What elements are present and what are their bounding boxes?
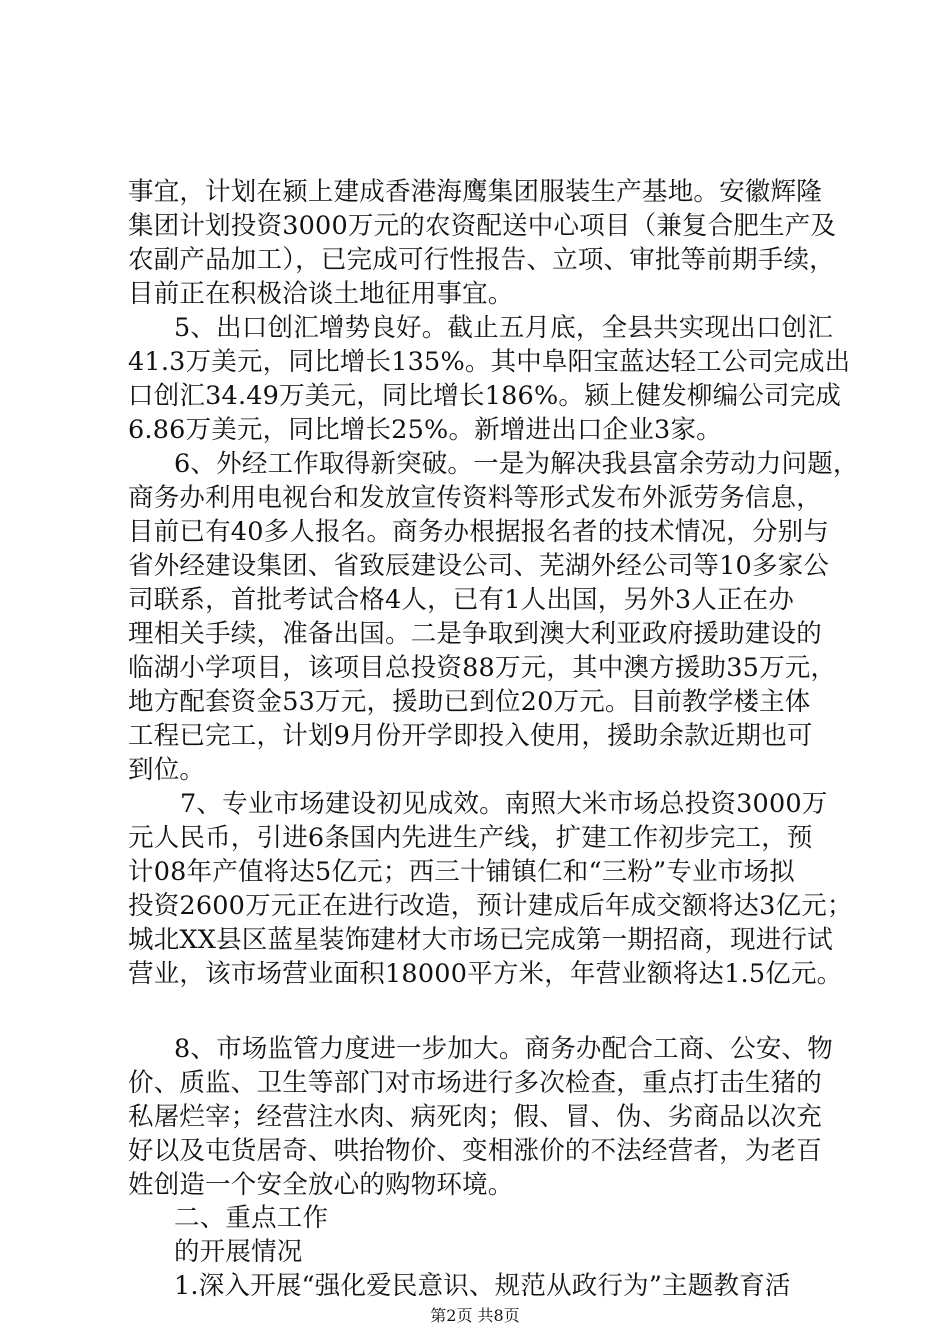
paragraph-first-line: 5、出口创汇增势良好。截止五月底，全县共实现出口创汇: [174, 313, 833, 343]
text-line: 省外经建设集团、省致辰建设公司、芜湖外经公司等10多家公: [128, 551, 830, 581]
text-line: 私屠烂宰；经营注水肉、病死肉；假、冒、伪、劣商品以次充: [128, 1102, 822, 1132]
text-line: 41.3万美元，同比增长135%。其中阜阳宝蓝达轻工公司完成出: [128, 347, 851, 377]
text-line: 司联系，首批考试合格4人，已有1人出国，另外3人正在办: [128, 585, 795, 615]
text-line: 商务办利用电视台和发放宣传资料等形式发布外派劳务信息，: [128, 483, 822, 513]
paragraph-first-line: 8、市场监管力度进一步加大。商务办配合工商、公安、物: [174, 1034, 833, 1064]
text-line: 元人民币，引进6条国内先进生产线，扩建工作初步完工，预: [128, 823, 813, 853]
page-footer: 第2页 共8页: [430, 1306, 520, 1325]
text-line: 理相关手续，准备出国。二是争取到澳大利亚政府援助建设的: [128, 619, 822, 649]
text-line: 工程已完工，计划9月份开学即投入使用，援助余款近期也可: [128, 721, 813, 751]
text-line: 到位。: [128, 755, 206, 785]
text-line: 计08年产值将达5亿元；西三十铺镇仁和“三粉”专业市场拟: [128, 857, 795, 887]
text-line: 目前已有40多人报名。商务办根据报名者的技术情况，分别与: [128, 517, 830, 547]
text-line: 营业，该市场营业面积18000平方米，年营业额将达1.5亿元。: [128, 959, 843, 989]
section-heading: 二、重点工作: [174, 1203, 329, 1233]
text-line: 好以及屯货居奇、哄抬物价、变相涨价的不法经营者，为老百: [128, 1136, 822, 1166]
text-line: 目前正在积极洽谈土地征用事宜。: [128, 279, 514, 309]
text-line: 临湖小学项目，该项目总投资88万元，其中澳方援助35万元，: [128, 653, 837, 683]
section-heading-continuation: 的开展情况: [174, 1237, 303, 1267]
paragraph-first-line: 7、专业市场建设初见成效。南照大米市场总投资3000万: [180, 789, 828, 819]
text-line: 农副产品加工），已完成可行性报告、立项、审批等前期手续，: [128, 245, 835, 275]
text-line: 姓创造一个安全放心的购物环境。: [128, 1170, 514, 1200]
text-line: 集团计划投资3000万元的农资配送中心项目（兼复合肥生产及: [128, 211, 837, 241]
text-line: 6.86万美元，同比增长25%。新增进出口企业3家。: [128, 415, 722, 445]
text-line: 地方配套资金53万元，援助已到位20万元。目前教学楼主体: [128, 687, 811, 717]
text-line: 投资2600万元正在进行改造，预计建成后年成交额将达3亿元；: [128, 891, 853, 921]
text-line: 城北XX县区蓝星装饰建材大市场已完成第一期招商，现进行试: [128, 925, 833, 955]
text-line: 事宜，计划在颍上建成香港海鹰集团服装生产基地。安徽辉隆: [128, 177, 822, 207]
paragraph-first-line: 1.深入开展“强化爱民意识、规范从政行为”主题教育活: [174, 1271, 791, 1301]
paragraph-first-line: 6、外经工作取得新突破。一是为解决我县富余劳动力问题，: [174, 449, 859, 479]
text-line: 口创汇34.49万美元，同比增长186%。颍上健发柳编公司完成: [128, 381, 842, 411]
text-line: 价、质监、卫生等部门对市场进行多次检查，重点打击生猪的: [128, 1068, 822, 1098]
